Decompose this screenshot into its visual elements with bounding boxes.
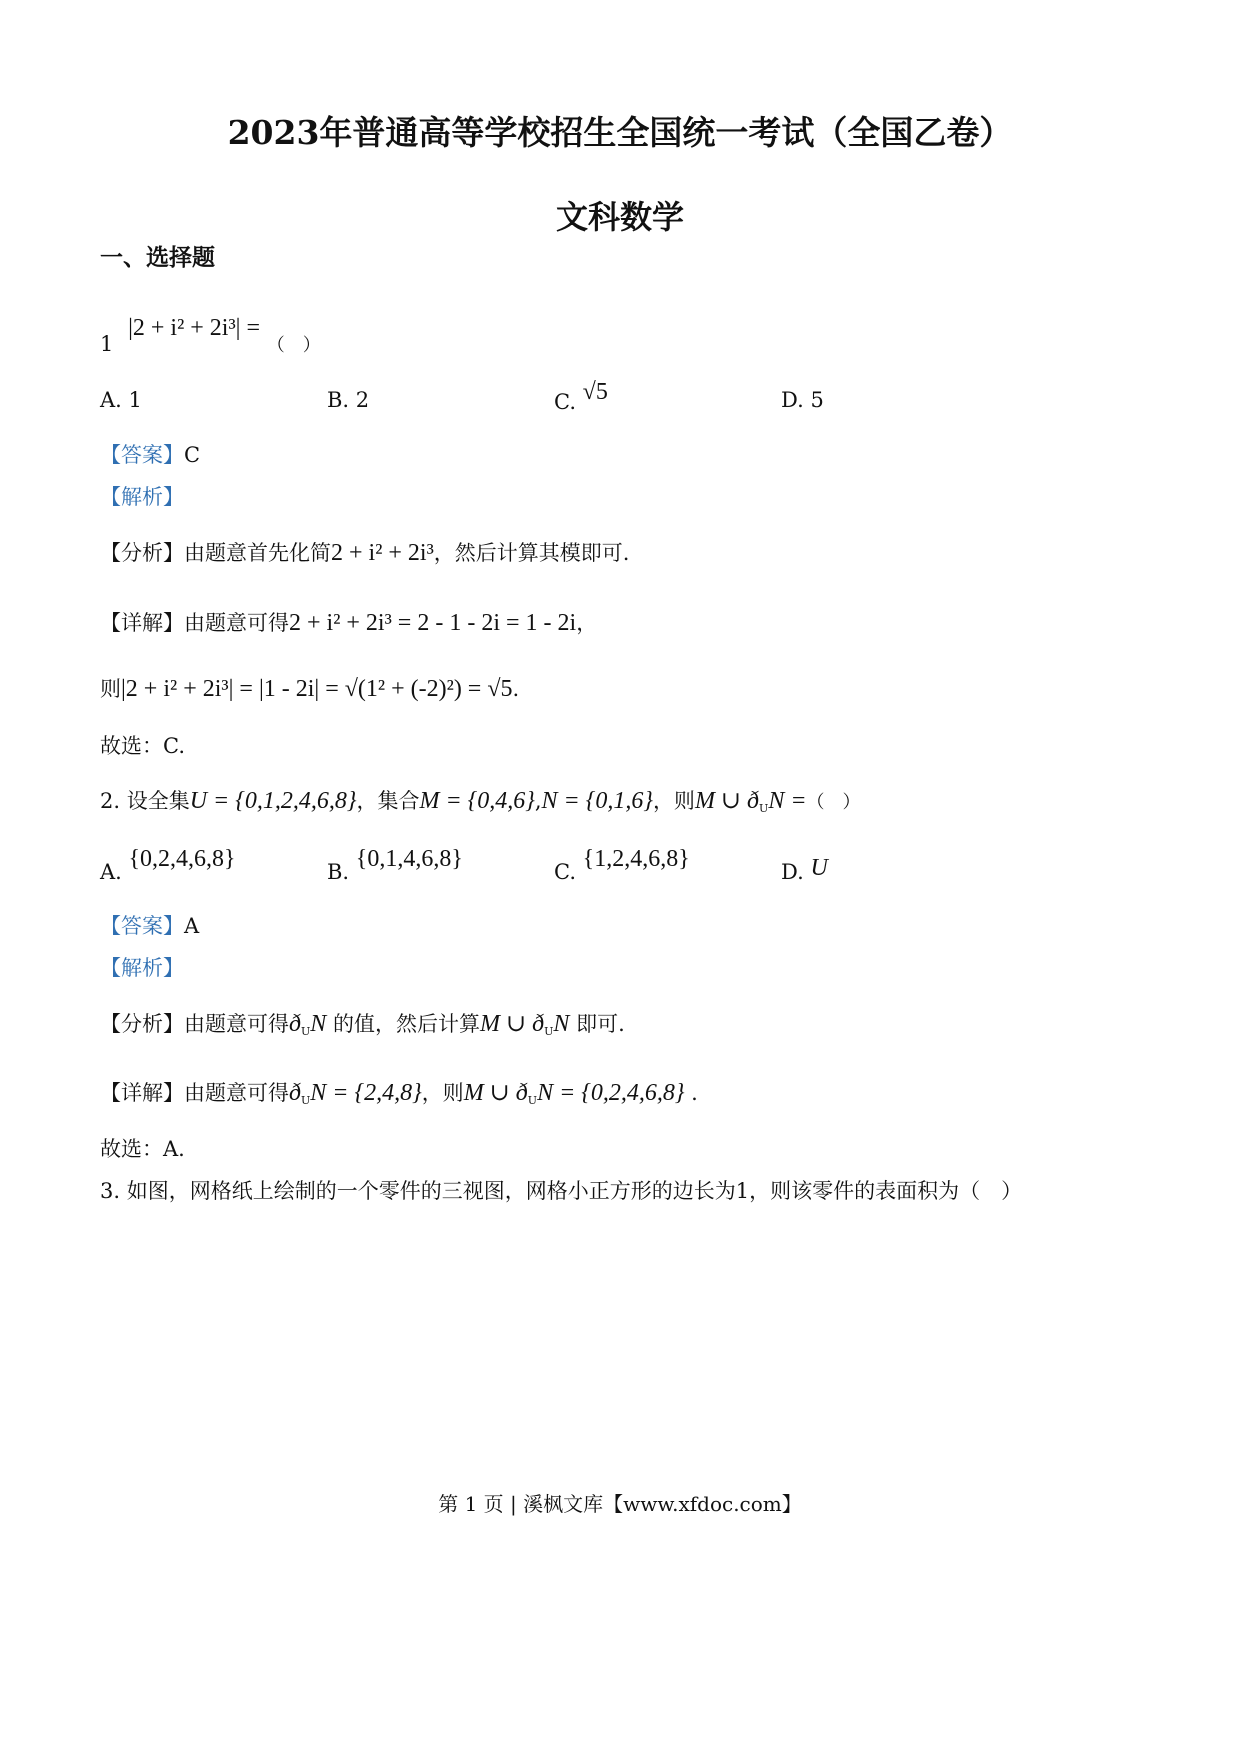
q1-paren: （ ） <box>266 335 321 356</box>
q1-conclusion: 故选：C. <box>100 734 185 758</box>
answer-value: C <box>184 443 201 467</box>
q1-xiangjie: 【详解】由题意可得2 + i² + 2i³ = 2 - 1 - 2i = 1 - 2i， <box>100 610 598 636</box>
q2-conclusion: 故选：A. <box>100 1137 185 1161</box>
q3-stem: 3. 如图，网格纸上绘制的一个零件的三视图，网格小正方形的边长为1，则该零件的表面积为（ ） <box>100 1179 1023 1203</box>
q2-option-b: B. {0,1,4,6,8} <box>327 846 463 884</box>
answer-tag: 【答案】 <box>100 914 184 938</box>
q1-option-c: C. √5 <box>554 379 608 414</box>
page-title: 2023年普通高等学校招生全国统一考试（全国乙卷） <box>227 113 1013 152</box>
q2-option-d: D. U <box>781 855 828 884</box>
page-subtitle: 文科数学 <box>555 198 684 236</box>
answer-tag: 【答案】 <box>100 443 184 467</box>
q2-option-a: A. {0,2,4,6,8} <box>100 846 236 884</box>
q2-option-c: C. {1,2,4,6,8} <box>554 846 690 884</box>
q2-fenxi: 【分析】由题意可得$ð_UN$ 的值，然后计算M ∪ $ð_UN$ 即可. <box>100 1011 625 1038</box>
page-footer: 第 1 页 | 溪枫文库【www.xfdoc.com】 <box>438 1492 802 1516</box>
q1-analysis-tag: 【解析】 <box>100 485 184 509</box>
q2-analysis-tag: 【解析】 <box>100 956 184 980</box>
q2-answer <box>100 914 199 939</box>
q2-stem: 2. 设全集U = {0,1,2,4,6,8}，集合M = {0,4,6},N = {0,1,6}，则M ∪ $ð_UN$ =（ ） <box>100 788 861 815</box>
q2-xiangjie: 【详解】由题意可得$ð_UN = \{2,4,8\}$，则M ∪ $ð_UN = \{0,2,4,6,8\}$ . <box>100 1080 698 1107</box>
q1-number: 1 <box>100 332 114 356</box>
q1-fenxi: 【分析】由题意首先化简2 + i² + 2i³，然后计算其模即可. <box>100 540 630 566</box>
section-heading: 一、选择题 <box>100 244 215 271</box>
q1-option-d: D. 5 <box>781 388 824 412</box>
q1-answer <box>100 443 200 468</box>
q1-modulus: 则|2 + i² + 2i³| = |1 - 2i| = √(1² + (-2)²) = √5. <box>100 676 520 702</box>
q1-stem-math: |2 + i² + 2i³| = <box>128 315 261 341</box>
q1-option-b: B. 2 <box>327 388 370 412</box>
answer-value: A <box>184 914 200 938</box>
q1-stem <box>100 315 321 359</box>
q1-option-a: A. 1 <box>100 388 142 412</box>
